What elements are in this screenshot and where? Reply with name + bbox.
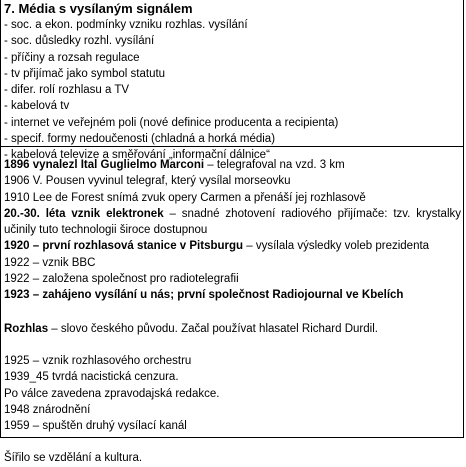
line-text: – vysílala výsledky voleb prezidenta [243,240,430,253]
history-line-1922-radiotelegrafie: 1922 – založena společnost pro radiotelegrafii [4,273,239,286]
line-text: – snadné zhotovení radiového přijímače: tzv. krystalky učinily tuto technologii široce dostupnou [4,207,461,237]
history-line-1896 [4,157,461,173]
list-item: - soc. důsledky rozhl. vysílání [4,35,155,48]
spacer [4,304,461,321]
list-item: - kabelová televize a směřování „informační dálnice“ [4,149,270,162]
history-line-1906: 1906 V. Pousen vyvinul telegraf, který vysílal morseovku [4,175,291,188]
section-divider [1,146,463,147]
history-line-povalka: Po válce zavedena zpravodajská redakce. [4,387,220,400]
list-item: - difer. rolí rozhlasu a TV [4,84,130,97]
spacer [4,434,461,450]
history-line-1923 [4,287,461,303]
topic-section [4,1,461,164]
history-line-1959: 1959 – spuštěn druhý vysílací kanál [4,420,187,433]
spacer [4,337,461,353]
closing-line: Šířilo se vzdělání a kultura. [4,452,143,465]
list-item: - soc. a ekon. podmínky vzniku rozhlas. vysílání [4,19,248,31]
bold-text: Rozhlas [4,322,49,335]
bold-text: 1920 – první rozhlasová stanice v Pitsburgu [4,240,244,253]
list-item: - příčiny a rozsah regulace [4,51,140,64]
bold-text: 20.-30. léta vznik elektronek [4,207,164,220]
list-item: - specif. formy nedoučenosti (chladná a horká média) [4,133,276,146]
bold-text: 1923 – zahájeno vysílání u nás; první společnost Radiojournal ve Kbelích [4,289,404,302]
history-line-1922-bbc: 1922 – vznik BBC [4,256,96,269]
list-item: - kabelová tv [4,100,70,113]
section-title: 7. Média s vysílaným signálem [4,1,193,16]
list-item: - internet ve veřejném poli (nové definice producenta a recipienta) [4,116,339,129]
rozhlas-definition [4,321,461,337]
line-text: – telegrafoval na vzd. 3 km [204,159,345,171]
bold-text: 1896 vynalezl Ital Guglielmo Marconi [4,159,205,171]
history-line-1939: 1939_45 tvrdá nacistická cenzura. [4,371,179,384]
history-line-elektronky [4,206,461,239]
line-text: – slovo českého původu. Začal používat hlasatel Richard Durdil. [48,322,378,335]
history-line-1910: 1910 Lee de Forest snímá zvuk opery Carmen a přenáší jej rozhlasově [4,191,366,204]
topic-list [4,17,461,164]
history-line-1925: 1925 – vznik rozhlasového orchestru [4,354,192,367]
history-line-1920 [4,238,461,254]
history-line-1948: 1948 znárodnění [4,403,91,416]
list-item: - tv přijímač jako symbol statutu [4,67,166,80]
history-section [4,157,461,467]
